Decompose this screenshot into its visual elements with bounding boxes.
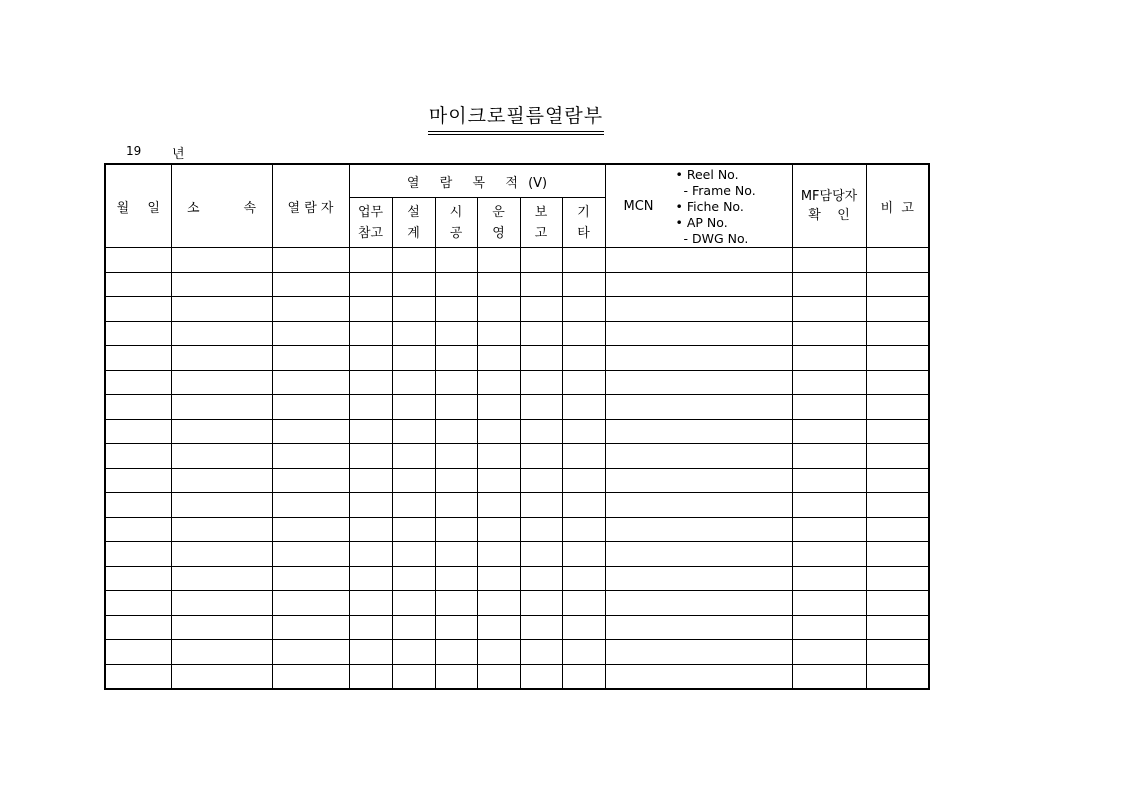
cell-purpose-report[interactable] xyxy=(520,542,562,567)
cell-reader[interactable] xyxy=(272,321,349,346)
cell-purpose-design[interactable] xyxy=(392,493,435,518)
header-purpose-work: 업무 참고 xyxy=(349,198,392,248)
header-purpose: 열 람 목 적 (V) xyxy=(349,164,605,198)
cell-purpose-operation[interactable] xyxy=(477,321,520,346)
cell-mcn[interactable] xyxy=(605,566,792,591)
cell-reader[interactable] xyxy=(272,395,349,420)
cell-purpose-design[interactable] xyxy=(392,468,435,493)
cell-purpose-report[interactable] xyxy=(520,664,562,689)
cell-mf-confirm[interactable] xyxy=(792,444,866,469)
cell-purpose-report[interactable] xyxy=(520,566,562,591)
cell-purpose-design[interactable] xyxy=(392,297,435,322)
form-title-block xyxy=(428,104,604,135)
cell-remarks[interactable] xyxy=(866,542,929,567)
header-mf-confirm: MF담당자 확 인 xyxy=(792,164,866,248)
cell-purpose-design[interactable] xyxy=(392,640,435,665)
cell-affiliation[interactable] xyxy=(171,640,272,665)
page-title: 마이크로필름열람부 xyxy=(428,105,604,127)
cell-purpose-other[interactable] xyxy=(562,297,605,322)
cell-mcn[interactable] xyxy=(605,419,792,444)
cell-purpose-work[interactable] xyxy=(349,419,392,444)
header-purpose-construction: 시 공 xyxy=(435,198,477,248)
cell-purpose-operation[interactable] xyxy=(477,370,520,395)
cell-purpose-work[interactable] xyxy=(349,640,392,665)
cell-purpose-other[interactable] xyxy=(562,346,605,371)
cell-date[interactable] xyxy=(105,321,171,346)
table-row xyxy=(105,468,929,493)
header-purpose-operation: 운 영 xyxy=(477,198,520,248)
cell-purpose-work[interactable] xyxy=(349,321,392,346)
cell-reader[interactable] xyxy=(272,542,349,567)
cell-purpose-construction[interactable] xyxy=(435,297,477,322)
table-row xyxy=(105,297,929,322)
cell-remarks[interactable] xyxy=(866,517,929,542)
cell-purpose-work[interactable] xyxy=(349,346,392,371)
cell-purpose-operation[interactable] xyxy=(477,272,520,297)
cell-mf-confirm[interactable] xyxy=(792,370,866,395)
cell-mf-confirm[interactable] xyxy=(792,493,866,518)
cell-purpose-other[interactable] xyxy=(562,591,605,616)
cell-date[interactable] xyxy=(105,664,171,689)
cell-mcn[interactable] xyxy=(605,493,792,518)
cell-date[interactable] xyxy=(105,297,171,322)
cell-purpose-operation[interactable] xyxy=(477,517,520,542)
cell-remarks[interactable] xyxy=(866,321,929,346)
title-double-underline xyxy=(428,134,604,135)
mcn-label: MCN xyxy=(623,199,654,214)
cell-purpose-operation[interactable] xyxy=(477,248,520,273)
header-date: 월 일 xyxy=(105,164,171,248)
cell-affiliation[interactable] xyxy=(171,419,272,444)
title-underline xyxy=(428,131,604,132)
table-row xyxy=(105,615,929,640)
cell-reader[interactable] xyxy=(272,444,349,469)
cell-remarks[interactable] xyxy=(866,346,929,371)
cell-mcn[interactable] xyxy=(605,248,792,273)
cell-mf-confirm[interactable] xyxy=(792,664,866,689)
cell-mcn[interactable] xyxy=(605,272,792,297)
cell-mcn[interactable] xyxy=(605,615,792,640)
mcn-item: - Frame No. xyxy=(683,183,756,198)
cell-reader[interactable] xyxy=(272,517,349,542)
cell-purpose-operation[interactable] xyxy=(477,468,520,493)
cell-remarks[interactable] xyxy=(866,370,929,395)
cell-purpose-other[interactable] xyxy=(562,419,605,444)
table-row xyxy=(105,370,929,395)
cell-date[interactable] xyxy=(105,615,171,640)
mcn-item-list xyxy=(676,167,756,247)
table-row xyxy=(105,419,929,444)
cell-purpose-other[interactable] xyxy=(562,248,605,273)
cell-purpose-work[interactable] xyxy=(349,248,392,273)
cell-purpose-work[interactable] xyxy=(349,444,392,469)
cell-purpose-construction[interactable] xyxy=(435,419,477,444)
cell-date[interactable] xyxy=(105,346,171,371)
cell-affiliation[interactable] xyxy=(171,297,272,322)
cell-purpose-operation[interactable] xyxy=(477,419,520,444)
cell-mcn[interactable] xyxy=(605,591,792,616)
cell-mcn[interactable] xyxy=(605,640,792,665)
cell-purpose-work[interactable] xyxy=(349,664,392,689)
cell-mcn[interactable] xyxy=(605,395,792,420)
cell-purpose-construction[interactable] xyxy=(435,517,477,542)
cell-date[interactable] xyxy=(105,591,171,616)
cell-purpose-work[interactable] xyxy=(349,297,392,322)
cell-purpose-other[interactable] xyxy=(562,468,605,493)
cell-purpose-report[interactable] xyxy=(520,248,562,273)
table-row xyxy=(105,248,929,273)
table-row xyxy=(105,542,929,567)
header-affiliation-b: 속 xyxy=(243,200,257,216)
cell-reader[interactable] xyxy=(272,493,349,518)
cell-purpose-report[interactable] xyxy=(520,591,562,616)
cell-reader[interactable] xyxy=(272,419,349,444)
cell-purpose-report[interactable] xyxy=(520,272,562,297)
cell-purpose-report[interactable] xyxy=(520,615,562,640)
cell-purpose-construction[interactable] xyxy=(435,468,477,493)
cell-purpose-work[interactable] xyxy=(349,517,392,542)
cell-purpose-design[interactable] xyxy=(392,517,435,542)
cell-mf-confirm[interactable] xyxy=(792,468,866,493)
cell-mf-confirm[interactable] xyxy=(792,615,866,640)
cell-remarks[interactable] xyxy=(866,468,929,493)
reading-log-table xyxy=(104,163,930,690)
cell-mf-confirm[interactable] xyxy=(792,542,866,567)
cell-remarks[interactable] xyxy=(866,493,929,518)
header-affiliation-a: 소 xyxy=(186,200,200,216)
cell-purpose-design[interactable] xyxy=(392,370,435,395)
cell-reader[interactable] xyxy=(272,615,349,640)
cell-purpose-construction[interactable] xyxy=(435,272,477,297)
cell-purpose-operation[interactable] xyxy=(477,346,520,371)
cell-date[interactable] xyxy=(105,272,171,297)
cell-purpose-other[interactable] xyxy=(562,517,605,542)
cell-remarks[interactable] xyxy=(866,566,929,591)
cell-mcn[interactable] xyxy=(605,517,792,542)
cell-remarks[interactable] xyxy=(866,297,929,322)
cell-remarks[interactable] xyxy=(866,419,929,444)
cell-mcn[interactable] xyxy=(605,346,792,371)
cell-purpose-other[interactable] xyxy=(562,615,605,640)
cell-purpose-construction[interactable] xyxy=(435,591,477,616)
cell-purpose-other[interactable] xyxy=(562,321,605,346)
cell-affiliation[interactable] xyxy=(171,615,272,640)
table-row xyxy=(105,566,929,591)
cell-purpose-work[interactable] xyxy=(349,615,392,640)
cell-purpose-report[interactable] xyxy=(520,321,562,346)
cell-date[interactable] xyxy=(105,370,171,395)
cell-purpose-other[interactable] xyxy=(562,566,605,591)
cell-reader[interactable] xyxy=(272,370,349,395)
cell-purpose-other[interactable] xyxy=(562,640,605,665)
cell-remarks[interactable] xyxy=(866,591,929,616)
cell-affiliation[interactable] xyxy=(171,346,272,371)
cell-purpose-report[interactable] xyxy=(520,297,562,322)
cell-affiliation[interactable] xyxy=(171,517,272,542)
cell-mcn[interactable] xyxy=(605,444,792,469)
cell-purpose-other[interactable] xyxy=(562,542,605,567)
cell-purpose-report[interactable] xyxy=(520,346,562,371)
cell-mf-confirm[interactable] xyxy=(792,346,866,371)
cell-mf-confirm[interactable] xyxy=(792,248,866,273)
cell-affiliation[interactable] xyxy=(171,493,272,518)
cell-purpose-operation[interactable] xyxy=(477,566,520,591)
cell-purpose-operation[interactable] xyxy=(477,542,520,567)
cell-purpose-construction[interactable] xyxy=(435,444,477,469)
cell-purpose-design[interactable] xyxy=(392,419,435,444)
cell-mf-confirm[interactable] xyxy=(792,395,866,420)
cell-date[interactable] xyxy=(105,468,171,493)
cell-affiliation[interactable] xyxy=(171,444,272,469)
cell-reader[interactable] xyxy=(272,591,349,616)
cell-purpose-design[interactable] xyxy=(392,248,435,273)
table-row xyxy=(105,272,929,297)
year-prefix: 19 xyxy=(126,144,142,158)
cell-purpose-report[interactable] xyxy=(520,444,562,469)
cell-date[interactable] xyxy=(105,566,171,591)
header-row-1 xyxy=(105,164,929,198)
cell-affiliation[interactable] xyxy=(171,566,272,591)
cell-purpose-design[interactable] xyxy=(392,346,435,371)
mcn-item: • AP No. xyxy=(675,215,728,230)
cell-mcn[interactable] xyxy=(605,297,792,322)
cell-mcn[interactable] xyxy=(605,321,792,346)
table-row xyxy=(105,493,929,518)
cell-reader[interactable] xyxy=(272,640,349,665)
cell-purpose-design[interactable] xyxy=(392,321,435,346)
cell-purpose-construction[interactable] xyxy=(435,395,477,420)
cell-mcn[interactable] xyxy=(605,370,792,395)
table-row xyxy=(105,664,929,689)
cell-purpose-operation[interactable] xyxy=(477,664,520,689)
table-row xyxy=(105,517,929,542)
table-row xyxy=(105,321,929,346)
cell-purpose-operation[interactable] xyxy=(477,640,520,665)
cell-purpose-other[interactable] xyxy=(562,370,605,395)
cell-remarks[interactable] xyxy=(866,640,929,665)
mcn-item: • Fiche No. xyxy=(675,199,744,214)
cell-mf-confirm[interactable] xyxy=(792,591,866,616)
cell-purpose-operation[interactable] xyxy=(477,444,520,469)
cell-mf-confirm[interactable] xyxy=(792,517,866,542)
cell-purpose-other[interactable] xyxy=(562,444,605,469)
cell-purpose-design[interactable] xyxy=(392,664,435,689)
cell-purpose-work[interactable] xyxy=(349,566,392,591)
year-label: 년 xyxy=(172,147,185,162)
cell-affiliation[interactable] xyxy=(171,542,272,567)
cell-purpose-operation[interactable] xyxy=(477,591,520,616)
cell-purpose-construction[interactable] xyxy=(435,542,477,567)
cell-purpose-construction[interactable] xyxy=(435,566,477,591)
cell-reader[interactable] xyxy=(272,566,349,591)
cell-date[interactable] xyxy=(105,395,171,420)
cell-date[interactable] xyxy=(105,444,171,469)
cell-purpose-other[interactable] xyxy=(562,272,605,297)
cell-purpose-construction[interactable] xyxy=(435,346,477,371)
cell-remarks[interactable] xyxy=(866,272,929,297)
cell-purpose-construction[interactable] xyxy=(435,493,477,518)
cell-affiliation[interactable] xyxy=(171,321,272,346)
cell-purpose-design[interactable] xyxy=(392,591,435,616)
table-row xyxy=(105,346,929,371)
cell-purpose-design[interactable] xyxy=(392,615,435,640)
cell-purpose-other[interactable] xyxy=(562,395,605,420)
header-purpose-report: 보 고 xyxy=(520,198,562,248)
cell-affiliation[interactable] xyxy=(171,468,272,493)
table-row xyxy=(105,395,929,420)
cell-purpose-construction[interactable] xyxy=(435,640,477,665)
cell-mf-confirm[interactable] xyxy=(792,640,866,665)
cell-remarks[interactable] xyxy=(866,615,929,640)
table-row xyxy=(105,444,929,469)
cell-purpose-operation[interactable] xyxy=(477,615,520,640)
cell-purpose-construction[interactable] xyxy=(435,370,477,395)
header-purpose-design: 설 계 xyxy=(392,198,435,248)
cell-date[interactable] xyxy=(105,640,171,665)
cell-affiliation[interactable] xyxy=(171,248,272,273)
cell-purpose-work[interactable] xyxy=(349,468,392,493)
cell-remarks[interactable] xyxy=(866,444,929,469)
cell-purpose-work[interactable] xyxy=(349,395,392,420)
cell-date[interactable] xyxy=(105,493,171,518)
cell-purpose-report[interactable] xyxy=(520,468,562,493)
cell-affiliation[interactable] xyxy=(171,272,272,297)
cell-purpose-operation[interactable] xyxy=(477,395,520,420)
cell-purpose-work[interactable] xyxy=(349,493,392,518)
cell-reader[interactable] xyxy=(272,346,349,371)
mcn-item: • Reel No. xyxy=(675,167,739,182)
cell-purpose-report[interactable] xyxy=(520,370,562,395)
cell-purpose-construction[interactable] xyxy=(435,248,477,273)
cell-purpose-construction[interactable] xyxy=(435,664,477,689)
cell-affiliation[interactable] xyxy=(171,395,272,420)
cell-purpose-work[interactable] xyxy=(349,591,392,616)
cell-purpose-design[interactable] xyxy=(392,566,435,591)
cell-date[interactable] xyxy=(105,419,171,444)
cell-mf-confirm[interactable] xyxy=(792,297,866,322)
cell-remarks[interactable] xyxy=(866,395,929,420)
header-affiliation xyxy=(171,164,272,248)
cell-purpose-design[interactable] xyxy=(392,272,435,297)
cell-mf-confirm[interactable] xyxy=(792,272,866,297)
cell-purpose-other[interactable] xyxy=(562,493,605,518)
header-mcn xyxy=(605,164,792,248)
cell-purpose-work[interactable] xyxy=(349,542,392,567)
header-purpose-other: 기 타 xyxy=(562,198,605,248)
cell-mf-confirm[interactable] xyxy=(792,419,866,444)
cell-date[interactable] xyxy=(105,248,171,273)
cell-purpose-operation[interactable] xyxy=(477,493,520,518)
cell-purpose-construction[interactable] xyxy=(435,615,477,640)
cell-purpose-report[interactable] xyxy=(520,640,562,665)
cell-reader[interactable] xyxy=(272,664,349,689)
cell-purpose-design[interactable] xyxy=(392,444,435,469)
cell-mf-confirm[interactable] xyxy=(792,566,866,591)
cell-purpose-construction[interactable] xyxy=(435,321,477,346)
cell-date[interactable] xyxy=(105,517,171,542)
header-reader: 열 람 자 xyxy=(272,164,349,248)
cell-purpose-report[interactable] xyxy=(520,395,562,420)
cell-mcn[interactable] xyxy=(605,664,792,689)
cell-purpose-other[interactable] xyxy=(562,664,605,689)
header-remarks: 비 고 xyxy=(866,164,929,248)
cell-purpose-work[interactable] xyxy=(349,272,392,297)
cell-purpose-report[interactable] xyxy=(520,419,562,444)
cell-affiliation[interactable] xyxy=(171,591,272,616)
table-row xyxy=(105,591,929,616)
cell-mf-confirm[interactable] xyxy=(792,321,866,346)
cell-mcn[interactable] xyxy=(605,542,792,567)
cell-purpose-design[interactable] xyxy=(392,395,435,420)
cell-purpose-design[interactable] xyxy=(392,542,435,567)
cell-remarks[interactable] xyxy=(866,664,929,689)
cell-reader[interactable] xyxy=(272,468,349,493)
cell-purpose-report[interactable] xyxy=(520,493,562,518)
cell-affiliation[interactable] xyxy=(171,664,272,689)
cell-mcn[interactable] xyxy=(605,468,792,493)
cell-affiliation[interactable] xyxy=(171,370,272,395)
cell-reader[interactable] xyxy=(272,297,349,322)
cell-date[interactable] xyxy=(105,542,171,567)
mcn-item: - DWG No. xyxy=(683,231,749,246)
cell-reader[interactable] xyxy=(272,248,349,273)
cell-remarks[interactable] xyxy=(866,248,929,273)
cell-purpose-work[interactable] xyxy=(349,370,392,395)
table-row xyxy=(105,640,929,665)
cell-reader[interactable] xyxy=(272,272,349,297)
cell-purpose-operation[interactable] xyxy=(477,297,520,322)
cell-purpose-report[interactable] xyxy=(520,517,562,542)
